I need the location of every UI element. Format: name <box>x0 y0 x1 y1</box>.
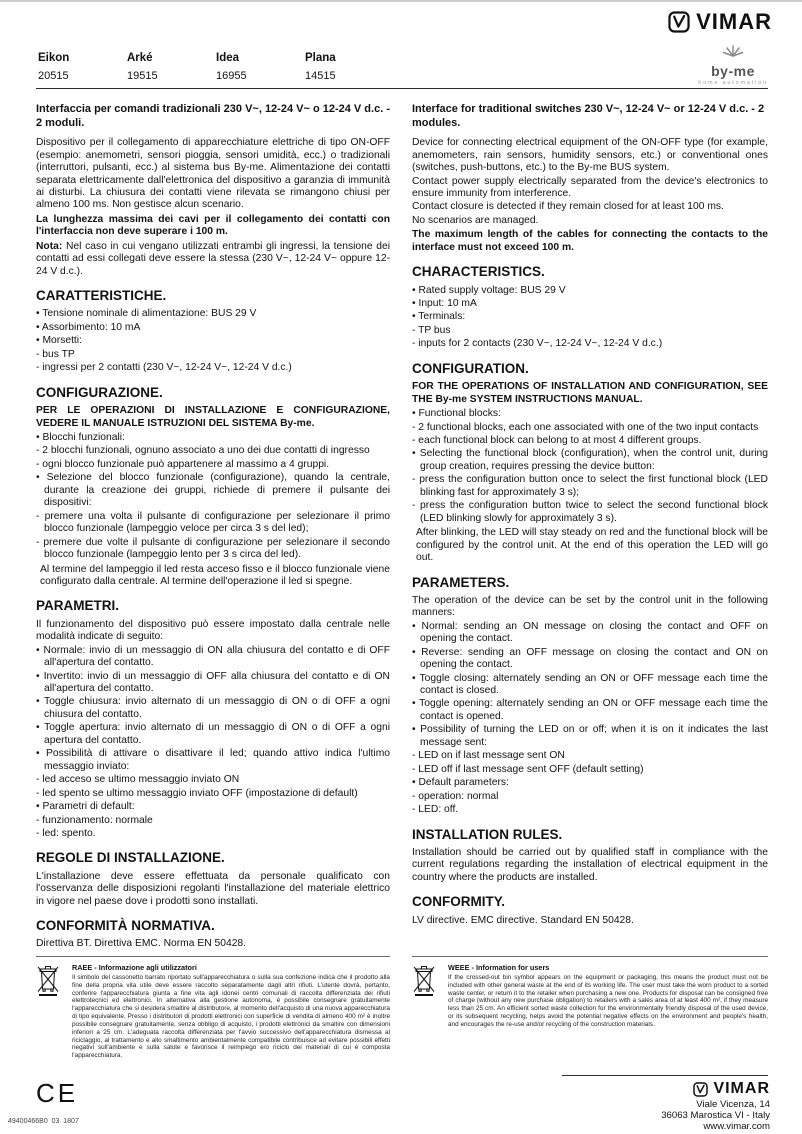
list-item: • Assorbimento: 10 mA <box>36 321 141 333</box>
product-arke <box>127 52 216 82</box>
byme-logo-name: by-me <box>711 63 755 79</box>
list-item: - LED: off. <box>412 804 459 816</box>
list-item: • Blocchi funzionali: <box>36 431 125 443</box>
list-item: • Parametri di default: <box>36 801 135 813</box>
bold-paragraph: FOR THE OPERATIONS OF INSTALLATION AND CONFIGURATION, SEE THE By-me SYSTEM INSTRUCTIONS MANUAL. <box>412 381 768 405</box>
list-item: • Possibility of turning the LED on or off; when it is on it indicates the last message sent: <box>412 724 768 748</box>
paragraph: L'installazione deve essere effettuata da personale qualificato con l'osservanza delle disposizioni regolanti l'installazione del materiale elettrico in vigore nel paese dove i prodotti sono installati. <box>36 870 390 907</box>
list-item: - led spento se ultimo messaggio inviato OFF (impostazione di default) <box>36 787 358 799</box>
paragraph: Direttiva BT. Direttiva EMC. Norma EN 50428. <box>36 938 247 950</box>
list-item: • Toggle opening: alternately sending an ON or OFF message each time the contact is opened. <box>412 698 768 722</box>
list-item: • Terminals: <box>412 311 466 323</box>
list-item: • Morsetti: <box>36 335 82 347</box>
list-item: • Tensione nominale di alimentazione: BUS 29 V <box>36 308 257 320</box>
list-item: • Invertito: invio di un messaggio di OFF alla chiusura del contatto e di ON all'apertura del contatto. <box>36 670 390 694</box>
list-item: - bus TP <box>36 348 75 360</box>
list-item: • Toggle chiusura: invio alternato di un messaggio di ON o di OFF a ogni chiusura del contatto. <box>36 696 390 720</box>
list-item: • Reverse: sending an OFF message on closing the contact and ON on opening the contact. <box>412 646 768 671</box>
weee-notice <box>412 956 768 1029</box>
heading-installation-rules: INSTALLATION RULES. <box>412 826 563 842</box>
heading-regole-di-installazione: REGOLE DI INSTALLAZIONE. <box>36 850 225 866</box>
italian-text-blocks <box>36 102 390 951</box>
paragraph: Il funzionamento del dispositivo può essere impostato dalla centrale nelle modalità indicate di seguito: <box>36 618 390 643</box>
heading-parametri: PARAMETRI. <box>36 598 119 614</box>
list-item: - LED off if last message sent OFF (default setting) <box>412 763 644 775</box>
list-item: - led: spento. <box>36 827 96 839</box>
paragraph: The operation of the device can be set by the control unit in the following manners: <box>412 594 768 619</box>
vimar-wordmark: VIMAR <box>713 1080 770 1097</box>
address-line-1: Viale Vicenza, 14 <box>696 1099 770 1110</box>
list-item: - press the configuration button twice to select the second functional block (LED blinking slowly for approximately 3 s). <box>412 500 768 524</box>
byme-logo-tagline: home automation <box>698 80 768 86</box>
vimar-shield-icon <box>693 1082 708 1097</box>
product-code: 14515 <box>305 70 336 82</box>
bold-paragraph: The maximum length of the cables for connecting the contacts to the interface must not exceed 100 m. <box>412 229 768 253</box>
paragraph: Nota: Nel caso in cui vengano utilizzati entrambi gli ingressi, la tensione dei contatti ad essi collegati deve essere la stessa (230 V~, 12-24 V~ oppure 12-24 V d.c.). <box>36 240 391 277</box>
paragraph: Contact power supply electrically separated from the device's electronics to ensure immunity from interference. <box>412 175 768 199</box>
series-name: Eikon <box>38 52 70 64</box>
list-item: • Selezione del blocco funzionale (configurazione), quando la centrale, durante la creazione dei gruppi, richiede di premere il pulsante dei dispositivi: <box>36 472 390 509</box>
byme-signal-icon <box>721 44 745 57</box>
heading-configurazione: CONFIGURAZIONE. <box>36 384 163 400</box>
paragraph: Device for connecting electrical equipment of the ON-OFF type (for example, anemometers, rain sensors, humidity sensors, etc.) or conventional ones (switches, push-buttons, etc.) to the By-me BUS system. <box>412 137 768 174</box>
address-line-2: 36063 Marostica VI - Italy <box>661 1110 770 1121</box>
column-italian <box>36 102 390 952</box>
vimar-shield-icon <box>668 11 690 33</box>
top-edge-line <box>0 0 802 2</box>
list-item: • Input: 10 mA <box>412 298 477 310</box>
header-divider-line <box>36 88 768 89</box>
product-idea <box>216 52 305 82</box>
list-item: • Rated supply voltage: BUS 29 V <box>412 284 566 296</box>
vimar-logo <box>668 9 772 35</box>
document-code: 49400466B0 03 1807 <box>8 1118 79 1125</box>
paragraph: Dispositivo per il collegamento di apparecchiature elettriche di tipo ON-OFF (esempio: anemometri, sensori pioggia, sensori umidità, ecc.) o tradizionali (interruttori, pulsanti, ecc.) al sistema bus By-me. Alimentazione dei contatti separata elettricamente dall'elettronica del dispositivo a garanzia di immunità ai disturbi. La chiusura dei contatti viene rilevata se rimangono chiusi per almeno 100 ms. Non gestisce alcun scenario. <box>36 137 390 211</box>
heading-conformity: CONFORMITY. <box>412 894 505 910</box>
list-item: • Toggle closing: alternately sending an ON or OFF message each time the contact is closed. <box>412 672 768 696</box>
weee-bin-icon <box>36 963 64 1060</box>
product-code: 20515 <box>38 70 69 82</box>
list-item: - premere due volte il pulsante di configurazione per selezionare il secondo blocco funzionale (lampeggio lento per 3 s circa del led). <box>36 536 390 561</box>
product-code: 16955 <box>216 70 247 82</box>
series-name: Arké <box>127 52 153 64</box>
footer-divider-line <box>562 1075 768 1076</box>
heading-characteristics: CHARACTERISTICS. <box>412 264 545 280</box>
product-plana <box>305 52 394 82</box>
list-item: - premere una volta il pulsante di configurazione per selezionare il primo blocco funzionale (lampeggio veloce per circa 3 s del led); <box>36 510 390 535</box>
product-code: 19515 <box>127 70 158 82</box>
list-item: - ingressi per 2 contatti (230 V~, 12-24 V~, 12-24 V d.c.) <box>36 362 292 374</box>
list-item: • Functional blocks: <box>412 408 501 420</box>
series-name: Idea <box>216 52 240 64</box>
list-item: - LED on if last message sent ON <box>412 750 565 762</box>
paragraph: LV directive. EMC directive. Standard EN 50428. <box>412 914 634 926</box>
ce-mark: CE <box>36 1078 79 1108</box>
vimar-logo-footer <box>693 1080 770 1098</box>
heading-caratteristiche: CARATTERISTICHE. <box>36 288 167 304</box>
list-item: - each functional block can belong to at most 4 different groups. <box>412 434 702 446</box>
heading-parameters: PARAMETERS. <box>412 574 510 590</box>
list-item: - press the configuration button once to select the first functional block (LED blinking fast for approximately 3 s); <box>412 474 768 498</box>
list-item: - led acceso se ultimo messaggio inviato ON <box>36 774 240 786</box>
product-eikon <box>38 52 127 82</box>
byme-logo <box>690 44 776 86</box>
weee-heading: WEEE - Information for users <box>448 963 550 972</box>
website-url: www.vimar.com <box>703 1121 770 1132</box>
list-item: - 2 functional blocks, each one associated with one of the two input contacts <box>412 421 759 433</box>
section-title-it: Interfaccia per comandi tradizionali 230 V~, 12-24 V~ o 12-24 V d.c. - 2 moduli. <box>36 103 390 130</box>
heading-conformita-normativa: CONFORMITÀ NORMATIVA. <box>36 918 215 934</box>
heading-configuration: CONFIGURATION. <box>412 360 529 376</box>
list-item: • Normal: sending an ON message on closing the contact and OFF on opening the contact. <box>412 620 768 645</box>
indented-paragraph: After blinking, the LED will stay steady on red and the functional block will be configured by the control unit. At the end of this operation the LED will go out. <box>416 527 768 564</box>
list-item: - inputs for 2 contacts (230 V~, 12-24 V~, 12-24 V d.c.) <box>412 338 663 350</box>
list-item: • Possibilità di attivare o disattivare il led; quando attivo indica l'ultimo messaggio inviato: <box>36 748 390 772</box>
raee-notice <box>36 956 390 1060</box>
vimar-wordmark: VIMAR <box>696 9 772 34</box>
list-item: • Default parameters: <box>412 777 509 789</box>
list-item: • Selecting the functional block (configuration), when the control unit, during group creation, requires pressing the device button: <box>412 448 768 472</box>
list-item: • Toggle apertura: invio alternato di un messaggio di ON o di OFF a ogni apertura del contatto. <box>36 722 390 746</box>
raee-heading: RAEE - Informazione agli utilizzatori <box>72 963 197 972</box>
bold-paragraph: La lunghezza massima dei cavi per il collegamento dei contatti con l'interfaccia non deve superare i 100 m. <box>36 213 390 238</box>
column-english <box>412 102 768 928</box>
section-title-en: Interface for traditional switches 230 V~, 12-24 V~ or 12-24 V d.c. - 2 modules. <box>412 103 765 130</box>
raee-body-text: Il simbolo del cassonetto barrato riportato sull'apparecchiatura o sulla sua confezione indica che il prodotto alla fine della propria vita utile deve essere raccolto separatamente dagli altri rifiuti. L'utente dovrà, pertanto, conferire l'apparecchiatura giunta a fine vita agli idonei centri comunali di raccolta differenziata dei rifiuti elettrotecnici ed elettronici. In alternativa alla gestione autonoma, è possibile consegnare gratuitamente l'apparecchiatura che si desidera smaltire al distributore, al momento dell'acquisto di una nuova apparecchiatura di tipo equivalente. Presso i distributori di prodotti elettronici con superficie di vendita di almeno 400 m² è inoltre possibile consegnare gratuitamente, senza obbligo di acquisto, i prodotti elettronici da smaltire con dimensioni inferiori a 25 cm. L'adeguata raccolta differenziata per l'avvio successivo dell'apparecchiatura dismessa al riciclaggio, al trattamento e allo smaltimento ambientalmente compatibile contribuisce ad evitare possibili effetti negativi sull'ambiente e sulla salute e favorisce il reimpiego e/o riciclo dei materiali di cui è composta l'apparecchiatura. <box>72 974 390 1060</box>
list-item: - ogni blocco funzionale può appartenere al massimo a 4 gruppi. <box>36 458 330 470</box>
weee-bin-icon <box>412 963 440 1029</box>
list-item: • Normale: invio di un messaggio di ON alla chiusura del contatto e di OFF all'apertura del contatto. <box>36 644 390 669</box>
paragraph: Contact closure is detected if they remain closed for at least 100 ms. <box>412 201 724 213</box>
weee-body-text: If the crossed-out bin symbol appears on the equipment or packaging, this means the product must not be included with other general waste at the end of its working life. The user must take the worn product to a sorted waste center, or return it to the retailer when purchasing a new one. Products for disposal can be consigned free of charge (without any new purchase obligation) to retailers with a sales area of at least 400 m², if they measure less than 25 cm. An efficient sorted waste collection for the environmentally friendly disposal of the used device, or its subsequent recycling, helps avoid the potential negative effects on the environment and people's health, and encourages the re-use and/or recycling of the construction materials. <box>448 974 768 1028</box>
list-item: - 2 blocchi funzionali, ognuno associato a uno dei due contatti di ingresso <box>36 445 370 457</box>
product-codes-row <box>38 52 394 82</box>
bold-paragraph: PER LE OPERAZIONI DI INSTALLAZIONE E CONFIGURAZIONE, VEDERE IL MANUALE ISTRUZIONI DEL SISTEMA By-me. <box>36 405 390 429</box>
list-item: - funzionamento: normale <box>36 814 153 826</box>
footer-address <box>661 1099 770 1132</box>
indented-paragraph: Al termine del lampeggio il led resta acceso fisso e il blocco funzionale viene configurato dalla centrale. Al termine dell'operazione il led si spegne. <box>40 563 390 587</box>
list-item: - TP bus <box>412 324 451 336</box>
list-item: - operation: normal <box>412 790 499 802</box>
english-text-blocks <box>412 102 768 927</box>
paragraph: Installation should be carried out by qualified staff in compliance with the current regulations regarding the installation of electrical equipment in the country where the products are installed. <box>412 846 768 883</box>
series-name: Plana <box>305 52 336 64</box>
paragraph: No scenarios are managed. <box>412 214 539 226</box>
